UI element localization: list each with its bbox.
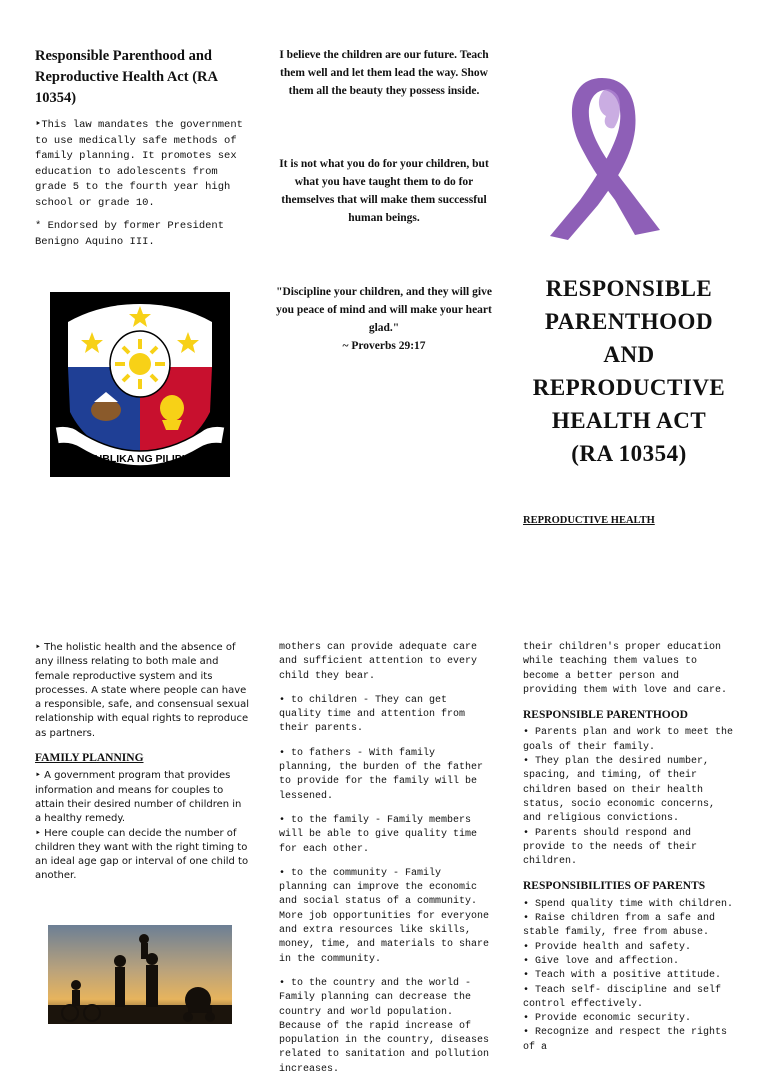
philippine-seal-logo	[50, 292, 230, 477]
benefit-children: • to children - They can get quality time and attention from their parents.	[279, 694, 466, 735]
responsibility-item: • Teach self- discipline and self control effectively.	[523, 984, 722, 1010]
parenthood-item: • Parents should respond and provide to the needs of their children.	[523, 827, 698, 868]
responsible-parenthood-heading: RESPONSIBLE PARENTHOOD	[523, 709, 688, 722]
column-reproductive-health	[35, 641, 250, 894]
cover-title-line: PARENTHOOD	[544, 309, 714, 334]
responsibility-item: • Teach with a positive attitude.	[523, 970, 722, 982]
quote-successful-beings: It is not what you do for your children, but what you have taught them to do for themselves that will make them successful human beings.	[279, 158, 489, 224]
column-family-planning-benefits	[279, 641, 494, 1087]
endorsement-text: * Endorsed by former President Benigno Aquino III.	[35, 220, 225, 248]
responsibilities-heading: RESPONSIBILITIES OF PARENTS	[523, 880, 706, 893]
family-planning-text: ‣ A government program that provides information and means for couples to attain their desired number of children in a healthy remedy.	[35, 770, 242, 825]
benefit-mothers: mothers can provide adequate care and sufficient attention to every child they bear.	[279, 642, 478, 682]
law-mandate-text: ‣This law mandates the government to use medically safe methods of family planning. It promotes sex education to adolescents from grade 5 to the fourth year high school or grade 10.	[35, 119, 243, 209]
responsibility-item: • Raise children from a safe and stable family, free from abuse.	[523, 913, 716, 939]
reproductive-health-heading: REPRODUCTIVE HEALTH	[523, 515, 655, 526]
proverbs-source: ~ Proverbs 29:17	[342, 340, 426, 352]
column-responsible-parenthood	[523, 641, 738, 1055]
cover-title-line: RESPONSIBLE	[545, 276, 713, 301]
cover-title-line: (RA 10354)	[571, 441, 687, 466]
family-planning-heading: FAMILY PLANNING	[35, 752, 144, 765]
benefit-family: • to the family - Family members will be able to give quality time for each other.	[279, 814, 478, 855]
seal-motto-text: REPUBLIKA NG PILIPINAS	[73, 453, 207, 465]
responsibility-item: • Provide economic security.	[523, 1013, 692, 1025]
responsibility-item: • Give love and affection.	[523, 955, 680, 967]
cover-title-line: REPRODUCTIVE	[532, 375, 726, 400]
benefit-community: • to the community - Family planning can improve the economic and social status of a community. More job opportunities for everyone and extra resources like skills, money, time, and materials to share in the community.	[279, 867, 490, 965]
cover-title-line: HEALTH ACT	[551, 408, 707, 433]
benefit-world: • to the country and the world - Family planning can decrease the country and world population. Because of the rapid increase of population in the country, diseases related to sanitation and pollution increases.	[279, 977, 490, 1075]
quote-children-future: I believe the children are our future. Teach them well and let them lead the way. Show them all the beauty they possess inside.	[279, 49, 489, 97]
responsibility-item: • Provide health and safety.	[523, 941, 692, 953]
cover-title	[520, 272, 738, 470]
education-text: their children's proper education while teaching them values to become a better person and providing them with love and care.	[523, 642, 728, 696]
family-silhouette-photo	[48, 925, 232, 1024]
brochure-heading: Responsible Parenthood and Reproductive Health Act (RA 10354)	[35, 48, 218, 106]
proverbs-quote-text: "Discipline your children, and they will give you peace of mind and will make your heart glad."	[276, 286, 492, 334]
parenthood-item: • They plan the desired number, spacing, and timing, of their children based on their health status, socio economic concerns, and religious convictions.	[523, 756, 716, 825]
cover-title-line: AND	[603, 342, 655, 367]
reproductive-health-definition: ‣ The holistic health and the absence of any illness relating to both male and female reproductive system and its processes. A state where people can have a responsible, safe, and consensual sexual relationship with equal rights to reproduce as partners.	[35, 642, 249, 739]
awareness-ribbon-icon	[540, 70, 670, 245]
family-planning-text: ‣ Here couple can decide the number of children they want with the right timing to an ideal age gap or interval of one child to another.	[35, 827, 249, 882]
benefit-fathers: • to fathers - With family planning, the burden of the father to provide for the family will be lessened.	[279, 747, 484, 802]
responsibility-item: • Recognize and respect the rights of a	[523, 1027, 728, 1053]
responsibility-item: • Spend quality time with children.	[523, 898, 734, 910]
law-description	[35, 118, 250, 258]
parenthood-item: • Parents plan and work to meet the goals of their family.	[523, 727, 734, 753]
quote-proverbs	[273, 283, 495, 355]
